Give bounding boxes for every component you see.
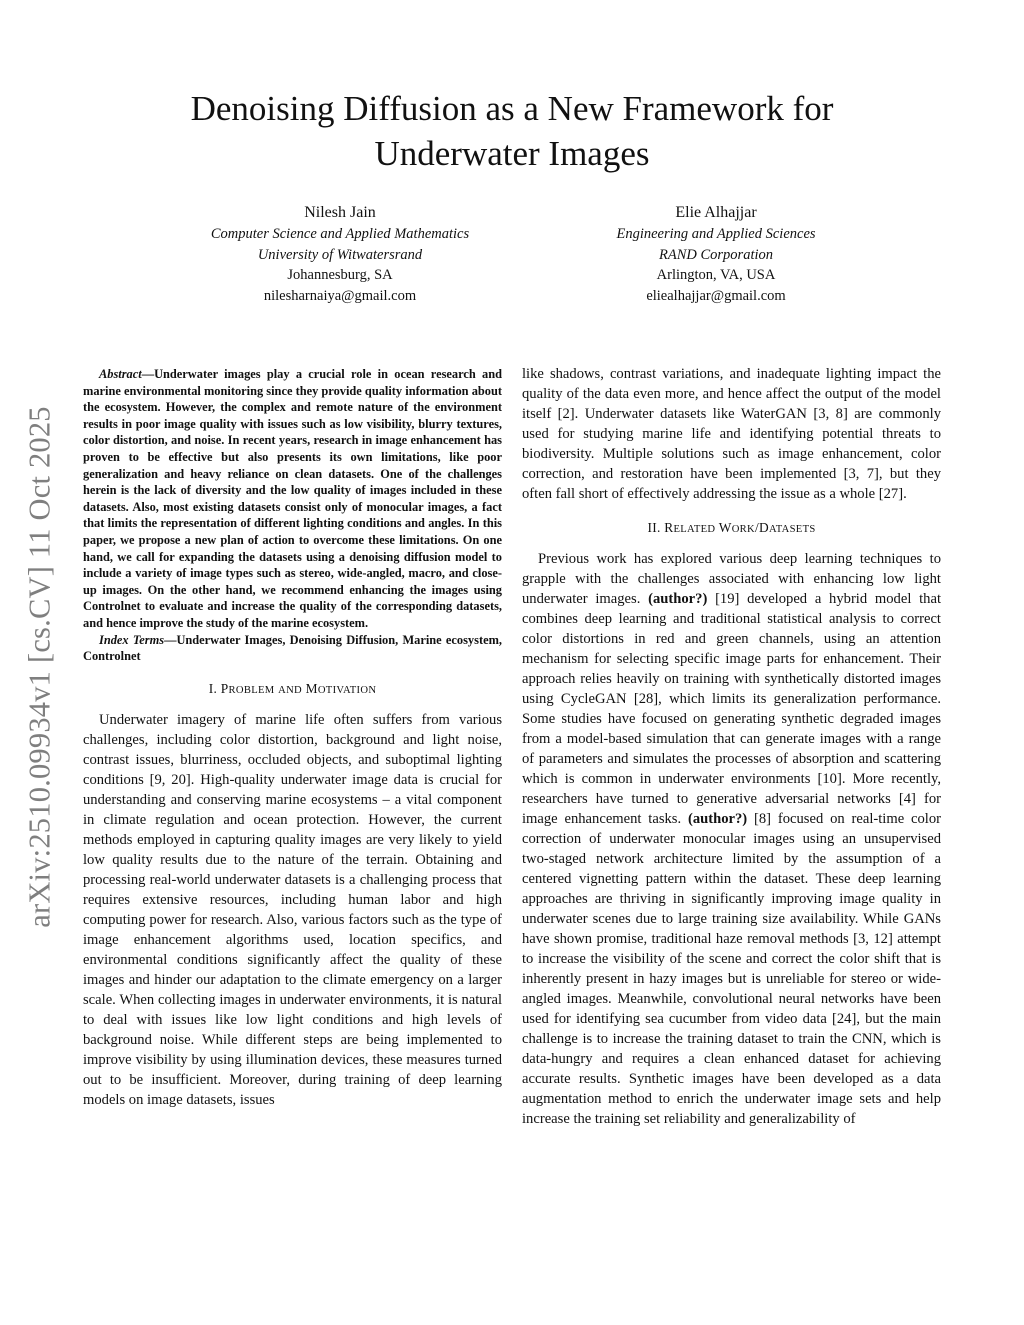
author-institution: RAND Corporation bbox=[659, 246, 773, 263]
arxiv-identifier: arXiv:2510.09934v1 [cs.CV] 11 Oct 2025 bbox=[22, 406, 57, 928]
author-name: Nilesh Jain bbox=[304, 204, 376, 221]
arxiv-sidebar-stamp bbox=[12, 372, 68, 962]
section-numeral: II. bbox=[647, 520, 661, 535]
section-heading-2 bbox=[522, 519, 941, 539]
section-2-paragraph bbox=[522, 549, 941, 1129]
section-heading-1 bbox=[83, 680, 502, 700]
author-location: Arlington, VA, USA bbox=[656, 267, 776, 284]
author-placeholder: (author?) bbox=[687, 811, 748, 827]
continued-paragraph: like shadows, contrast variations, and inadequate lighting impact the quality of the data even more, and hence affect the output of the model itself [2]. Underwater datasets like WaterGAN [3, 8] are commonly used for studying marine life and identifying potential threats to biodiversity. Multiple solutions such as image enhancement, color correction, and restoration have been implemented [3, 7], but they often fall short of effectively addressing the issue as a whole [27]. bbox=[522, 366, 941, 502]
title-line: Underwater Images bbox=[374, 134, 650, 173]
author-department: Computer Science and Applied Mathematics bbox=[210, 226, 470, 242]
section-2-text-a: Previous work has explored various deep learning techniques to grapple with the challenges associated with enhancing low light underwater images. bbox=[522, 551, 941, 607]
author-department: Engineering and Applied Sciences bbox=[616, 226, 816, 242]
paper-title bbox=[0, 86, 1024, 176]
author-placeholder: (author?) bbox=[648, 591, 708, 607]
section-2-text-c: [8] focused on real-time color correction of underwater monocular images using an unsupervised two-staged network architecture limited by the assumption of a centered vignetting pattern within the dataset. These deep learning approaches are thriving in significantly improving image quality in underwater scenes due to large training size availability. While GANs have shown promise, traditional haze removal methods [3, 12] attempt to increase the visibility of the scene and correct the color shift that is inherently present in hazy images but is unreliable for stereo or wide-angled images. Meanwhile, convolutional neural networks have been used for identifying sea cucumber from video data [24], but the main challenge is to increase the training dataset to train the CNN, which is data-hungry and requires a clean enhanced dataset for achieving accurate results. Synthetic images have been developed as a data augmentation method to enrich the underwater image sets and help increase the training set reliability and generalizability of bbox=[522, 811, 941, 1127]
abstract bbox=[83, 366, 502, 632]
index-terms-text: —Underwater Images, Denoising Diffusion, Marine ecosystem, Controlnet bbox=[83, 632, 502, 664]
author-institution: University of Witwatersrand bbox=[257, 246, 423, 263]
right-column bbox=[522, 364, 941, 1129]
index-terms-label: Index Terms bbox=[99, 632, 165, 647]
left-column bbox=[83, 366, 502, 1110]
title-line: Denoising Diffusion as a New Framework for bbox=[190, 89, 834, 128]
section-title: RELATED WORK/DATASETS bbox=[664, 520, 816, 535]
abstract-text: —Underwater images play a crucial role in ocean research and marine environmental monitoring since they provide quality information about the ecosystem. However, the complex and remote nature of the environment results in poor image quality with issues such as low visibility, blurry textures, color distortion, and noise. In recent years, research in image enhancement has proven to be effective but also presents its own limitations, like poor generalization and heavy reliance on clean datasets. One of the challenges herein is the lack of diversity and the low quality of images included in these datasets. Also, most existing datasets consist only of monocular images, a fact that limits the representation of different lighting conditions and angles. In this paper, we propose a new plan of action to overcome these limitations. On one hand, we call for expanding the datasets using a denoising diffusion model to include a variety of image types such as stereo, wide-angled, macro, and close-up images. On the other hand, we recommend enhancing the images using Controlnet to evaluate and increase the quality of the corresponding datasets, and hence improve the study of the marine ecosystem. bbox=[83, 367, 502, 630]
section-1-paragraph: Underwater imagery of marine life often suffers from various challenges, including color distortion, background and light noise, contrast issues, blurriness, occluded objects, and suboptimal lighting conditions [9, 20]. High-quality underwater image data is crucial for understanding and conserving marine ecosystems – a vital component in climate regulation and ocean protection. However, the current methods employed in capturing quality images are very likely to yield low quality results due to the nature of the terrain. Obtaining and processing real-world underwater datasets is a challenging process that requires extensive resources, including human labor and high computing power for research. Also, various factors such as the type of image enhancement algorithms used, location specifics, and environmental conditions significantly affect the quality of these images and hinder our adaptation to the climate emergency on a larger scale. When collecting images in underwater environments, it is natural to deal with issues like low light conditions and high levels of background noise. While different steps are being implemented to improve visibility by using illumination devices, these measures turned out to be insufficient. Moreover, during training of deep learning models on image datasets, issues bbox=[83, 711, 502, 1108]
author-location: Johannesburg, SA bbox=[287, 267, 393, 284]
author-name: Elie Alhajjar bbox=[675, 204, 757, 221]
author-email: eliealhajjar@gmail.com bbox=[646, 287, 786, 304]
section-numeral: I. bbox=[208, 680, 218, 696]
index-terms bbox=[83, 632, 502, 665]
abstract-label: Abstract bbox=[99, 367, 142, 381]
author-email: nilesharnaiya@gmail.com bbox=[263, 287, 417, 304]
section-2-text-b: [19] developed a hybrid model that combines deep learning and traditional statistical analysis to correct color distortions in red and green channels, using an attention mechanism for selecting specific image parts for enhancement. Their approach relies heavily on training with synthetically distorted images using CycleGAN [28], which limits its generalization performance. Some studies have focused on generating synthetic degraded images from a model-based simulation that can generate images with a range of parameters and simulates the processes of absorption and scattering which is common in underwater environments [10]. More recently, researchers have turned to generative adversarial networks [4] for image enhancement tasks. bbox=[522, 591, 941, 827]
author-block-2 bbox=[526, 202, 906, 306]
section-title: PROBLEM AND MOTIVATION bbox=[220, 680, 377, 696]
author-block-1 bbox=[150, 202, 530, 306]
